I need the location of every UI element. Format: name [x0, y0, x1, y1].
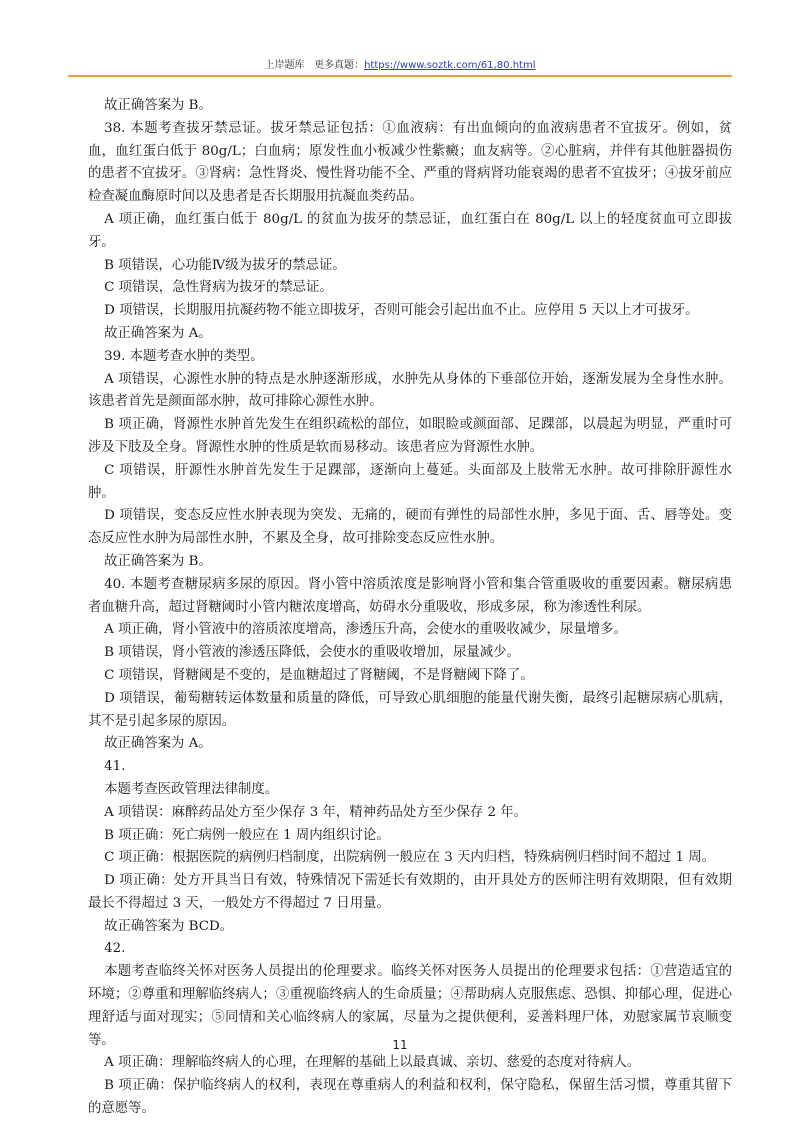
header-brand: 上岸题库 [264, 60, 305, 71]
paragraph: 42. [104, 941, 126, 957]
paragraph: D 项错误，长期服用抗凝药物不能立即拔牙，否则可能会引起出血不止。应停用 5 天以上才可拔牙。 [104, 303, 699, 319]
paragraph: C 项错误，肝源性水肿首先发生于足踝部，逐渐向上蔓延。头面部及上肢常无水肿。故可排除肝源性水肿。 [88, 462, 732, 501]
paragraph: C 项正确：根据医院的病例归档制度，出院病例一般应在 3 天内归档，特殊病例归档时间不超过 1 周。 [104, 850, 716, 866]
paragraph: 39. 本题考查水肿的类型。 [104, 348, 264, 364]
paragraph: 本题考查临终关怀对医务人员提出的伦理要求。临终关怀对医务人员提出的伦理要求包括：①营造适宜的环境；②尊重和理解临终病人；③重视临终病人的生命质量；④帮助病人克服焦虑、恐惧、抑郁心理，促进心理舒适与面对现实；⑤同情和关心临终病人的家属，尽量为之提供便利，妥善料理尸体，劝慰家属节哀顺变等。 [88, 964, 732, 1048]
paragraph: 40. 本题考查糖尿病多尿的原因。肾小管中溶质浓度是影响肾小管和集合管重吸收的重要因素。糖尿病患者血糖升高，超过肾糖阈时小管内糖浓度增高，妨碍水分重吸收，形成多尿，称为渗透性利尿。 [88, 576, 732, 615]
paragraph: 38. 本题考查拔牙禁忌证。拔牙禁忌证包括：①血液病：有出血倾向的血液病患者不宜拔牙。例如，贫血，血红蛋白低于 80g/L；白血病；原发性血小板减少性紫癜；血友病等。②心脏病，并伴有其他脏器损伤的患者不宜拔牙。③肾病：急性肾炎、慢性肾功能不全、严重的肾病肾功能衰竭的患者不宜拔牙；④拔牙前应检查凝血酶原时间以及患者是否长期服用抗凝血类药品。 [88, 120, 732, 205]
header-prefix: 更多真题： [314, 60, 365, 71]
paragraph: C 项错误，肾糖阈是不变的，是血糖超过了肾糖阈，不是肾糖阈下降了。 [104, 667, 534, 683]
paragraph: C 项错误，急性肾病为拔牙的禁忌证。 [104, 280, 333, 296]
header-separator [305, 60, 315, 71]
paragraph: B 项正确：死亡病例一般应在 1 周内组织讨论。 [104, 827, 390, 843]
paragraph: 本题考查医政管理法律制度。 [104, 781, 279, 797]
header-divider [68, 75, 732, 77]
paragraph: 41. [104, 759, 126, 775]
paragraph: B 项错误，肾小管液的渗透压降低，会使水的重吸收增加，尿量减少。 [104, 645, 520, 661]
paragraph: A 项正确：理解临终病人的心理，在理解的基础上以最真诚、亲切、慈爱的态度对待病人。 [104, 1055, 641, 1071]
paragraph: 故正确答案为 A。 [104, 736, 212, 752]
paragraph: A 项错误：麻醉药品处方至少保存 3 年，精神药品处方至少保存 2 年。 [104, 804, 528, 820]
paragraph: D 项正确：处方开具当日有效，特殊情况下需延长有效期的，由开具处方的医师注明有效期限，但有效期最长不得超过 3 天，一般处方不得超过 7 日用量。 [88, 873, 732, 911]
paragraph: B 项正确：保护临终病人的权利，表现在尊重病人的利益和权利，保守隐私，保留生活习惯，尊重其留下的意愿等。 [88, 1078, 732, 1117]
page-number: 11 [392, 1038, 408, 1052]
paragraph: 故正确答案为 B。 [104, 553, 212, 569]
paragraph: 故正确答案为 A。 [104, 325, 212, 341]
paragraph: B 项错误，心功能Ⅳ级为拔牙的禁忌证。 [104, 257, 346, 273]
paragraph: 故正确答案为 B。 [104, 98, 212, 113]
paragraph: D 项错误，变态反应性水肿表现为突发、无痛的，硬而有弹性的局部性水肿，多见于面、舌、唇等处。变态反应性水肿为局部性水肿，不累及全身，故可排除变态反应性水肿。 [88, 508, 732, 547]
paragraph: A 项正确，肾小管液中的溶质浓度增高，渗透压升高，会使水的重吸收减少，尿量增多。 [104, 622, 627, 638]
paragraph: D 项错误，葡萄糖转运体数量和质量的降低，可导致心肌细胞的能量代谢失衡，最终引起糖尿病心肌病，其不是引起多尿的原因。 [88, 690, 732, 729]
paragraph: A 项错误，心源性水肿的特点是水肿逐渐形成，水肿先从身体的下垂部位开始，逐渐发展为全身性水肿。该患者首先是颜面部水肿，故可排除心源性水肿。 [88, 371, 732, 410]
paragraph: A 项正确，血红蛋白低于 80g/L 的贫血为拔牙的禁忌证，血红蛋白在 80g/L 以上的轻度贫血可立即拔牙。 [88, 211, 732, 250]
header-link[interactable]: https://www.soztk.com/61,80.html [364, 60, 536, 71]
paragraph: 故正确答案为 BCD。 [104, 918, 234, 934]
body-text [88, 95, 732, 1121]
paragraph: B 项正确，肾源性水肿首先发生在组织疏松的部位，如眼睑或颜面部、足踝部，以晨起为明显，严重时可涉及下肢及全身。肾源性水肿的性质是软而易移动。该患者应为肾源性水肿。 [88, 417, 732, 455]
